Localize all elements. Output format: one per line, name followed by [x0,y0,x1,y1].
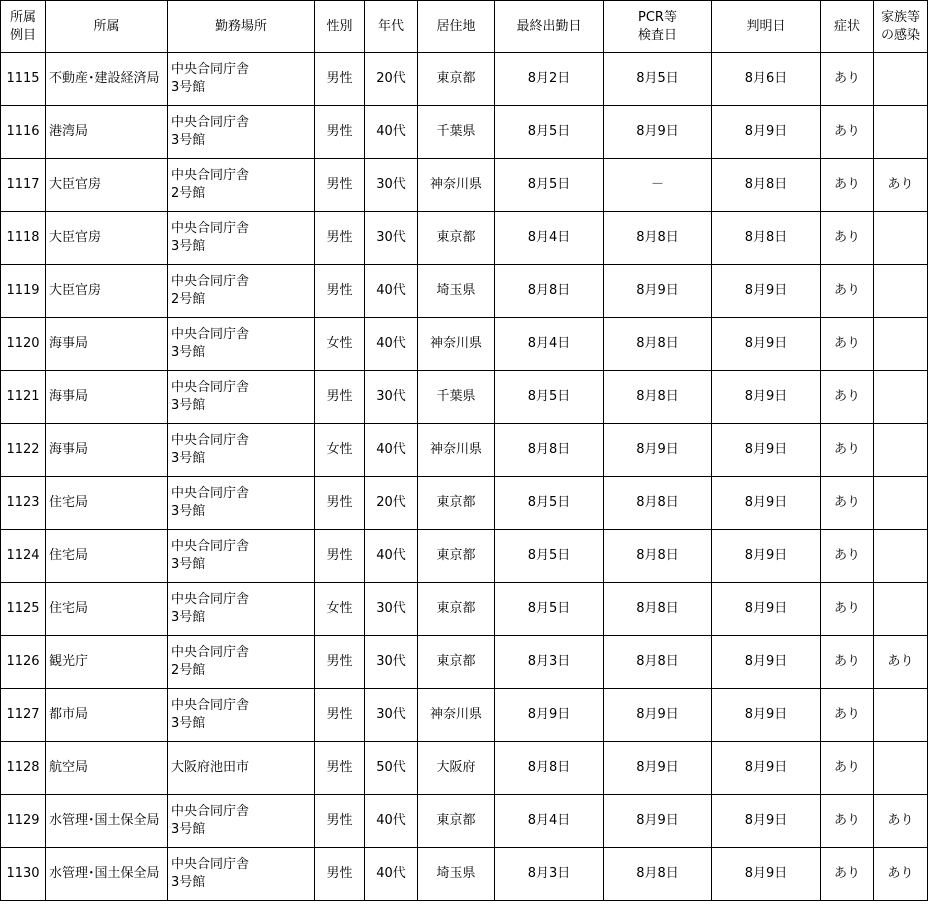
workplace-cell: 大阪府池田市 [168,742,315,795]
workplace-cell: 中央合同庁舎 3号館 [168,106,315,159]
department-cell: 水管理･国土保全局 [46,848,168,901]
pcr-test-date-cell: 8月8日 [604,636,712,689]
sex-cell: 男性 [315,795,365,848]
pcr-test-date-cell: 8月8日 [604,212,712,265]
department-cell: 不動産･建設経済局 [46,53,168,106]
confirmed-date-cell: 8月9日 [712,636,821,689]
department-cell: 住宅局 [46,583,168,636]
age-group-cell: 40代 [365,848,418,901]
header-workplace: 勤務場所 [168,1,315,53]
workplace-cell: 中央合同庁舎 3号館 [168,318,315,371]
family-infection-cell [874,477,928,530]
family-infection-cell [874,583,928,636]
age-group-cell: 30代 [365,636,418,689]
age-group-cell: 30代 [365,159,418,212]
age-group-cell: 30代 [365,371,418,424]
sex-cell: 男性 [315,530,365,583]
confirmed-date-cell: 8月9日 [712,795,821,848]
family-infection-cell [874,212,928,265]
department-cell: 大臣官房 [46,265,168,318]
confirmed-date-cell: 8月9日 [712,318,821,371]
family-infection-cell: あり [874,795,928,848]
case-number-cell: 1120 [1,318,46,371]
last-work-day-cell: 8月4日 [495,212,604,265]
table-row [1,477,928,530]
confirmed-date-cell: 8月9日 [712,265,821,318]
symptoms-cell: あり [821,265,874,318]
sex-cell: 女性 [315,318,365,371]
residence-cell: 東京都 [418,795,495,848]
family-infection-cell [874,424,928,477]
age-group-cell: 40代 [365,318,418,371]
sex-cell: 男性 [315,477,365,530]
last-work-day-cell: 8月5日 [495,477,604,530]
workplace-cell: 中央合同庁舎 3号館 [168,212,315,265]
table-row [1,795,928,848]
case-number-cell: 1125 [1,583,46,636]
case-number-cell: 1115 [1,53,46,106]
table-row [1,636,928,689]
symptoms-cell: あり [821,106,874,159]
department-cell: 観光庁 [46,636,168,689]
department-cell: 水管理･国土保全局 [46,795,168,848]
symptoms-cell: あり [821,583,874,636]
age-group-cell: 40代 [365,265,418,318]
confirmed-date-cell: 8月9日 [712,530,821,583]
header-case-number: 所属 例目 [1,1,46,53]
workplace-cell: 中央合同庁舎 3号館 [168,477,315,530]
table-row [1,689,928,742]
workplace-cell: 中央合同庁舎 3号館 [168,53,315,106]
age-group-cell: 30代 [365,689,418,742]
table-row [1,371,928,424]
case-number-cell: 1124 [1,530,46,583]
pcr-test-date-cell: 8月8日 [604,318,712,371]
pcr-test-date-cell: 8月8日 [604,371,712,424]
symptoms-cell: あり [821,477,874,530]
age-group-cell: 30代 [365,212,418,265]
header-age-group: 年代 [365,1,418,53]
confirmed-date-cell: 8月9日 [712,848,821,901]
age-group-cell: 40代 [365,106,418,159]
table-row [1,106,928,159]
last-work-day-cell: 8月4日 [495,795,604,848]
residence-cell: 東京都 [418,477,495,530]
workplace-cell: 中央合同庁舎 3号館 [168,530,315,583]
symptoms-cell: あり [821,848,874,901]
sex-cell: 男性 [315,689,365,742]
age-group-cell: 20代 [365,53,418,106]
age-group-cell: 20代 [365,477,418,530]
residence-cell: 東京都 [418,636,495,689]
table-row [1,265,928,318]
case-number-cell: 1123 [1,477,46,530]
pcr-test-date-cell: 8月9日 [604,689,712,742]
case-number-cell: 1117 [1,159,46,212]
pcr-test-date-cell: 8月9日 [604,795,712,848]
sex-cell: 男性 [315,371,365,424]
confirmed-date-cell: 8月8日 [712,212,821,265]
family-infection-cell [874,371,928,424]
sex-cell: 女性 [315,424,365,477]
workplace-cell: 中央合同庁舎 2号館 [168,636,315,689]
family-infection-cell: あり [874,636,928,689]
pcr-test-date-cell: 8月8日 [604,477,712,530]
department-cell: 港湾局 [46,106,168,159]
last-work-day-cell: 8月4日 [495,318,604,371]
last-work-day-cell: 8月3日 [495,636,604,689]
residence-cell: 東京都 [418,212,495,265]
pcr-test-date-cell: 8月5日 [604,53,712,106]
residence-cell: 東京都 [418,530,495,583]
header-row [1,1,928,53]
workplace-cell: 中央合同庁舎 3号館 [168,689,315,742]
sex-cell: 男性 [315,742,365,795]
family-infection-cell [874,689,928,742]
symptoms-cell: あり [821,159,874,212]
confirmed-date-cell: 8月9日 [712,689,821,742]
confirmed-date-cell: 8月6日 [712,53,821,106]
symptoms-cell: あり [821,742,874,795]
sex-cell: 女性 [315,583,365,636]
workplace-cell: 中央合同庁舎 3号館 [168,424,315,477]
department-cell: 海事局 [46,371,168,424]
family-infection-cell [874,106,928,159]
pcr-test-date-cell: 8月9日 [604,106,712,159]
workplace-cell: 中央合同庁舎 2号館 [168,159,315,212]
age-group-cell: 30代 [365,583,418,636]
workplace-cell: 中央合同庁舎 3号館 [168,848,315,901]
sex-cell: 男性 [315,848,365,901]
last-work-day-cell: 8月8日 [495,742,604,795]
header-symptoms: 症状 [821,1,874,53]
case-number-cell: 1118 [1,212,46,265]
family-infection-cell: あり [874,159,928,212]
department-cell: 住宅局 [46,530,168,583]
case-number-cell: 1127 [1,689,46,742]
department-cell: 海事局 [46,424,168,477]
case-number-cell: 1130 [1,848,46,901]
sex-cell: 男性 [315,265,365,318]
department-cell: 航空局 [46,742,168,795]
confirmed-date-cell: 8月9日 [712,742,821,795]
case-number-cell: 1128 [1,742,46,795]
residence-cell: 大阪府 [418,742,495,795]
pcr-test-date-cell: 8月8日 [604,530,712,583]
family-infection-cell [874,742,928,795]
confirmed-date-cell: 8月9日 [712,583,821,636]
residence-cell: 千葉県 [418,106,495,159]
table-row [1,318,928,371]
last-work-day-cell: 8月8日 [495,424,604,477]
department-cell: 住宅局 [46,477,168,530]
symptoms-cell: あり [821,371,874,424]
header-last-work-day: 最終出勤日 [495,1,604,53]
pcr-test-date-cell: 8月8日 [604,848,712,901]
table-row [1,53,928,106]
case-number-cell: 1126 [1,636,46,689]
workplace-cell: 中央合同庁舎 3号館 [168,795,315,848]
last-work-day-cell: 8月3日 [495,848,604,901]
pcr-test-date-cell: － [604,159,712,212]
header-pcr-test-date: PCR等 検査日 [604,1,712,53]
case-number-cell: 1116 [1,106,46,159]
table-row [1,583,928,636]
symptoms-cell: あり [821,212,874,265]
residence-cell: 東京都 [418,53,495,106]
header-department: 所属 [46,1,168,53]
table-body [1,53,928,901]
case-number-cell: 1129 [1,795,46,848]
last-work-day-cell: 8月5日 [495,583,604,636]
table-row [1,159,928,212]
department-cell: 都市局 [46,689,168,742]
table-row [1,424,928,477]
pcr-test-date-cell: 8月9日 [604,424,712,477]
pcr-test-date-cell: 8月9日 [604,265,712,318]
confirmed-date-cell: 8月9日 [712,424,821,477]
symptoms-cell: あり [821,636,874,689]
workplace-cell: 中央合同庁舎 2号館 [168,265,315,318]
symptoms-cell: あり [821,530,874,583]
family-infection-cell [874,265,928,318]
sex-cell: 男性 [315,53,365,106]
residence-cell: 神奈川県 [418,424,495,477]
last-work-day-cell: 8月5日 [495,530,604,583]
symptoms-cell: あり [821,318,874,371]
header-sex: 性別 [315,1,365,53]
symptoms-cell: あり [821,795,874,848]
age-group-cell: 40代 [365,530,418,583]
department-cell: 大臣官房 [46,159,168,212]
last-work-day-cell: 8月8日 [495,265,604,318]
symptoms-cell: あり [821,424,874,477]
last-work-day-cell: 8月5日 [495,159,604,212]
age-group-cell: 50代 [365,742,418,795]
workplace-cell: 中央合同庁舎 3号館 [168,583,315,636]
residence-cell: 千葉県 [418,371,495,424]
sex-cell: 男性 [315,106,365,159]
table-row [1,848,928,901]
residence-cell: 埼玉県 [418,265,495,318]
age-group-cell: 40代 [365,795,418,848]
confirmed-date-cell: 8月9日 [712,106,821,159]
case-number-cell: 1119 [1,265,46,318]
last-work-day-cell: 8月2日 [495,53,604,106]
symptoms-cell: あり [821,689,874,742]
case-number-cell: 1122 [1,424,46,477]
sex-cell: 男性 [315,636,365,689]
confirmed-date-cell: 8月9日 [712,371,821,424]
header-family-infection: 家族等 の感染 [874,1,928,53]
header-residence: 居住地 [418,1,495,53]
sex-cell: 男性 [315,159,365,212]
residence-cell: 神奈川県 [418,689,495,742]
department-cell: 海事局 [46,318,168,371]
family-infection-cell [874,530,928,583]
table-row [1,530,928,583]
last-work-day-cell: 8月5日 [495,371,604,424]
residence-cell: 東京都 [418,583,495,636]
confirmed-date-cell: 8月9日 [712,477,821,530]
sex-cell: 男性 [315,212,365,265]
workplace-cell: 中央合同庁舎 3号館 [168,371,315,424]
pcr-test-date-cell: 8月8日 [604,583,712,636]
table-row [1,742,928,795]
residence-cell: 神奈川県 [418,159,495,212]
family-infection-cell [874,53,928,106]
residence-cell: 神奈川県 [418,318,495,371]
department-cell: 大臣官房 [46,212,168,265]
family-infection-cell [874,318,928,371]
header-confirmed-date: 判明日 [712,1,821,53]
family-infection-cell: あり [874,848,928,901]
case-number-cell: 1121 [1,371,46,424]
residence-cell: 埼玉県 [418,848,495,901]
age-group-cell: 40代 [365,424,418,477]
pcr-test-date-cell: 8月9日 [604,742,712,795]
last-work-day-cell: 8月9日 [495,689,604,742]
confirmed-date-cell: 8月8日 [712,159,821,212]
symptoms-cell: あり [821,53,874,106]
table-row [1,212,928,265]
last-work-day-cell: 8月5日 [495,106,604,159]
